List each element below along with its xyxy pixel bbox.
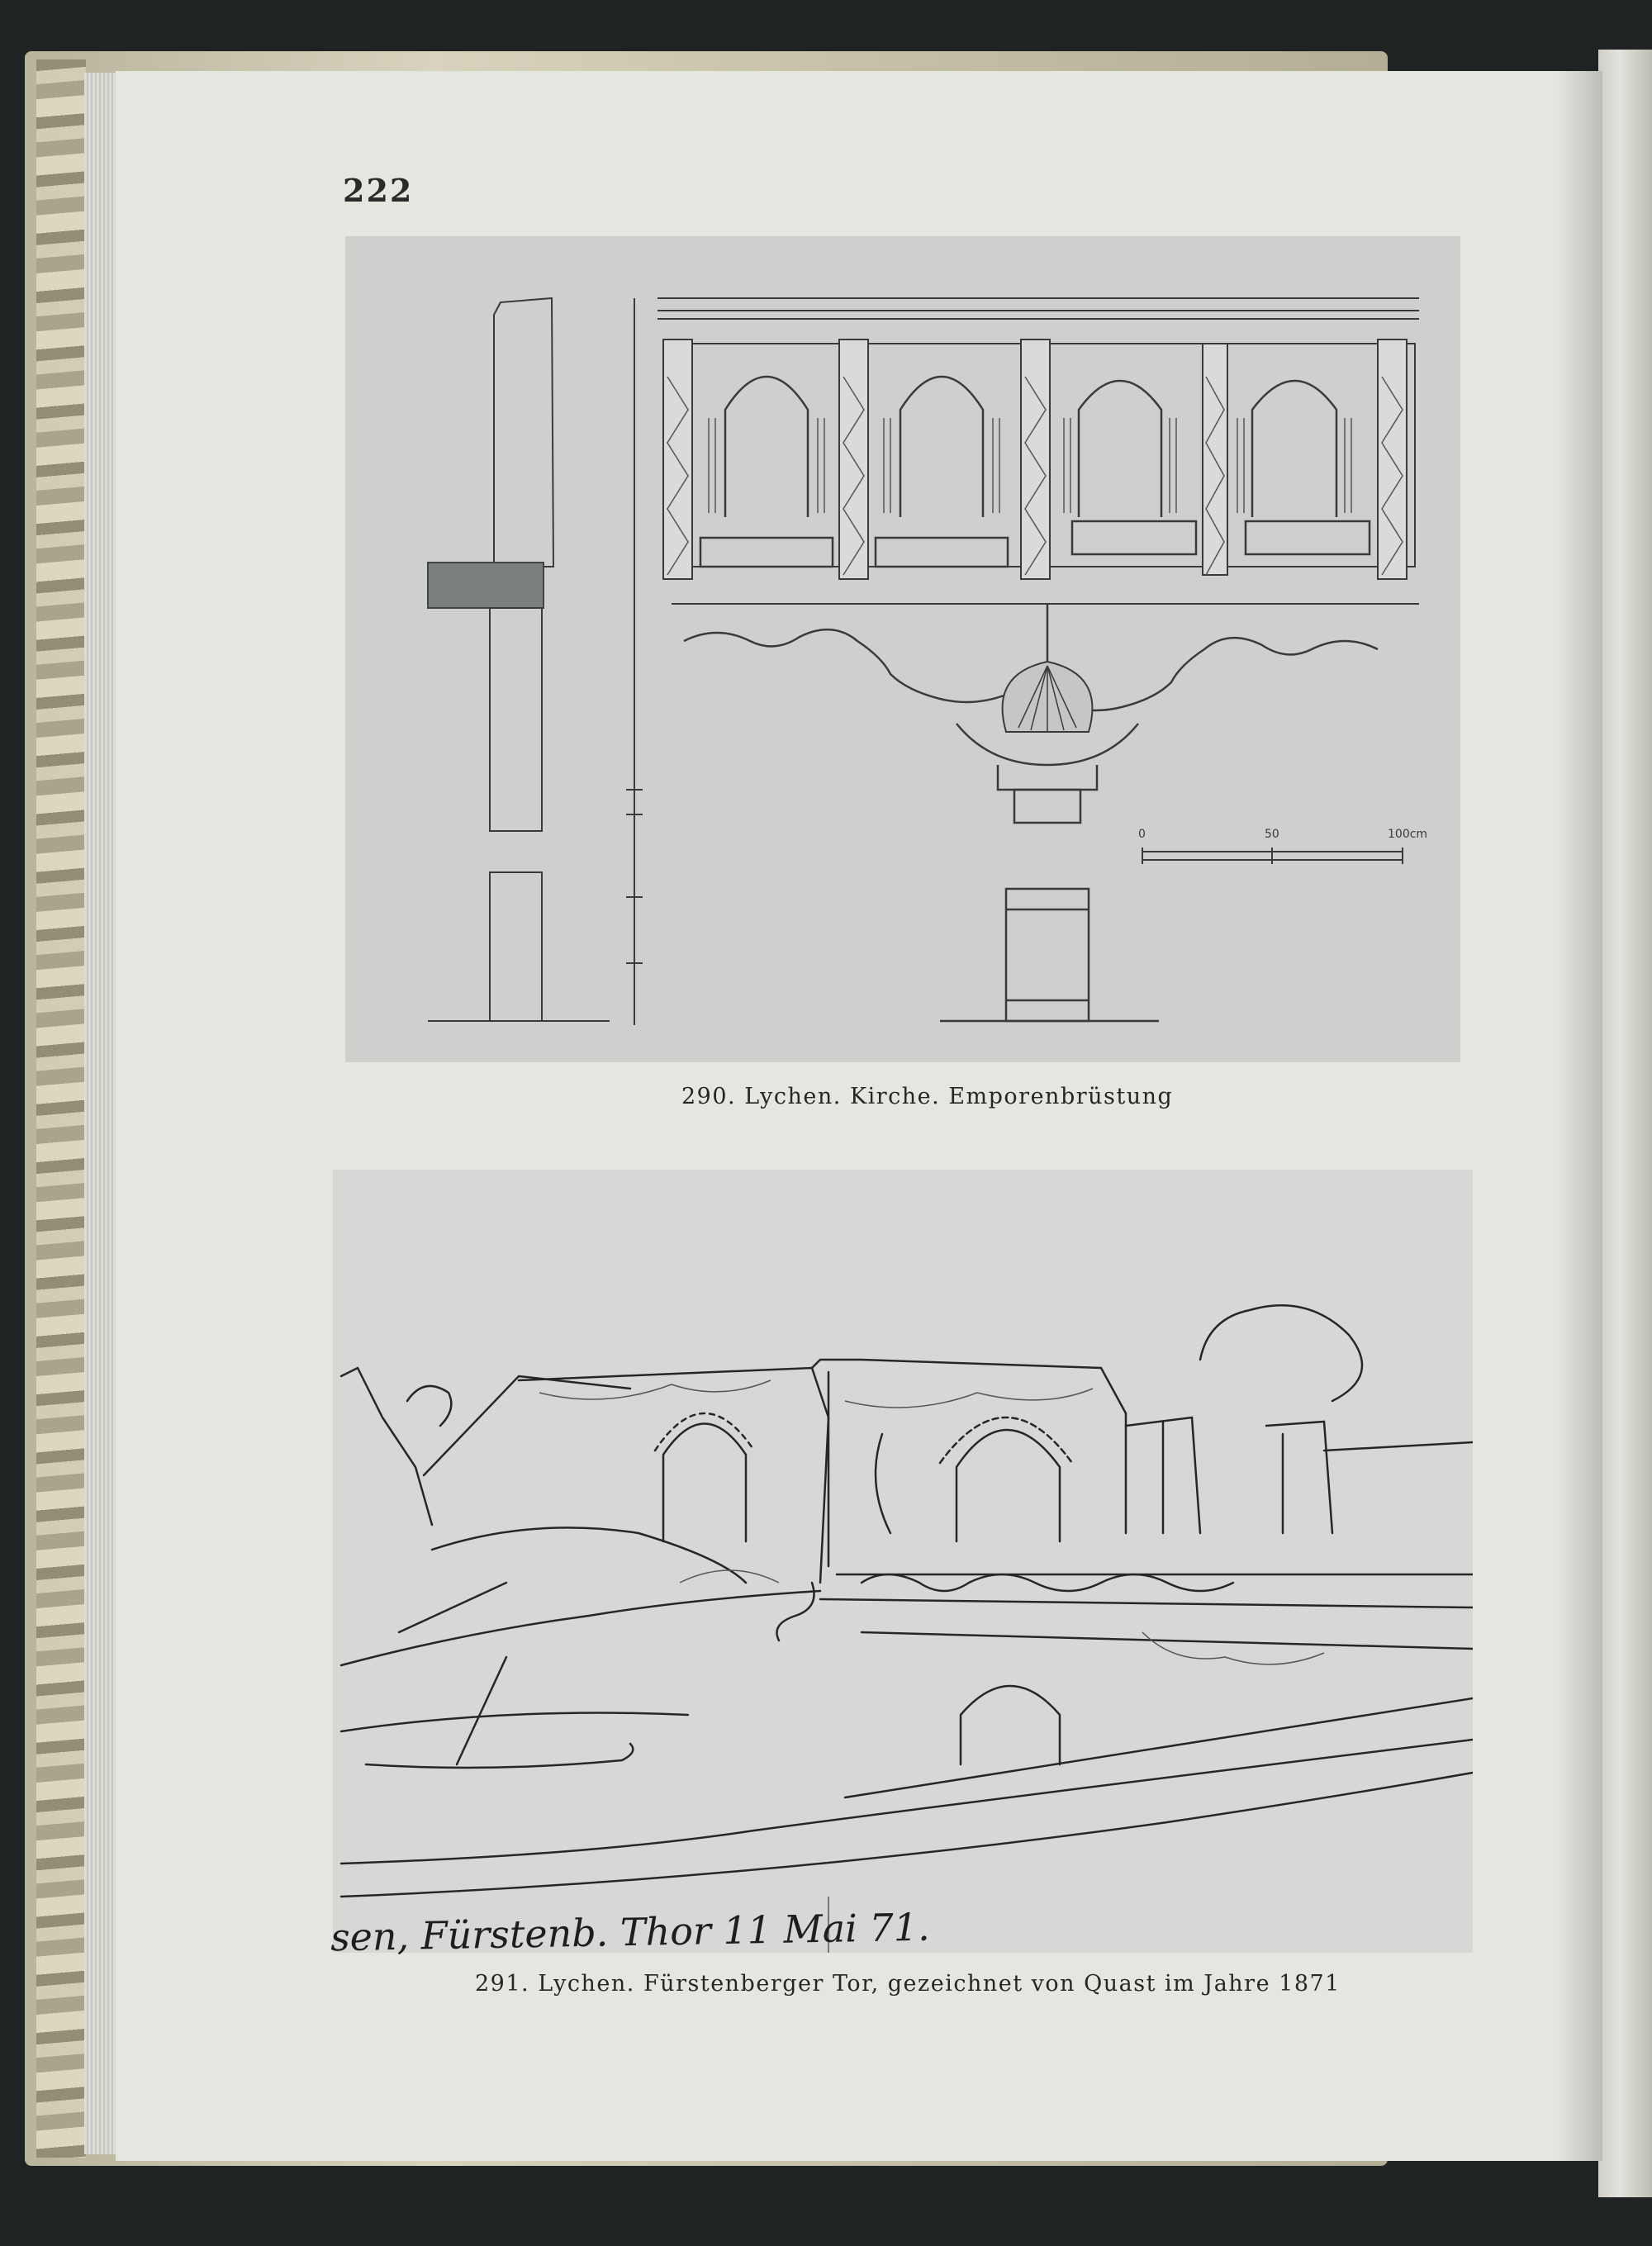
page-number: 222 bbox=[343, 172, 414, 209]
scale-label-50: 50 bbox=[1265, 828, 1279, 841]
facing-page-edge bbox=[1598, 50, 1652, 2197]
gallery-parapet-drawing bbox=[345, 236, 1460, 1062]
marbled-spine-edge bbox=[36, 59, 86, 2158]
gate-sketch bbox=[333, 1170, 1473, 1953]
gutter-shadow bbox=[1557, 71, 1602, 2161]
scale-label-100: 100cm bbox=[1388, 828, 1428, 841]
figure-291-sketch bbox=[333, 1170, 1473, 1953]
figure-290-caption: 290. Lychen. Kirche. Emporenbrüstung bbox=[681, 1084, 1174, 1109]
page-stack-edge bbox=[84, 73, 117, 2154]
scale-label-0: 0 bbox=[1138, 828, 1146, 841]
figure-291-caption: 291. Lychen. Fürstenberger Tor, gezeichnet von Quast im Jahre 1871 bbox=[475, 1971, 1341, 1997]
figure-290-drawing bbox=[345, 236, 1460, 1062]
sketch-inscription: sen, Fürstenb. Thor 11 Mai 71. bbox=[330, 1904, 931, 1960]
